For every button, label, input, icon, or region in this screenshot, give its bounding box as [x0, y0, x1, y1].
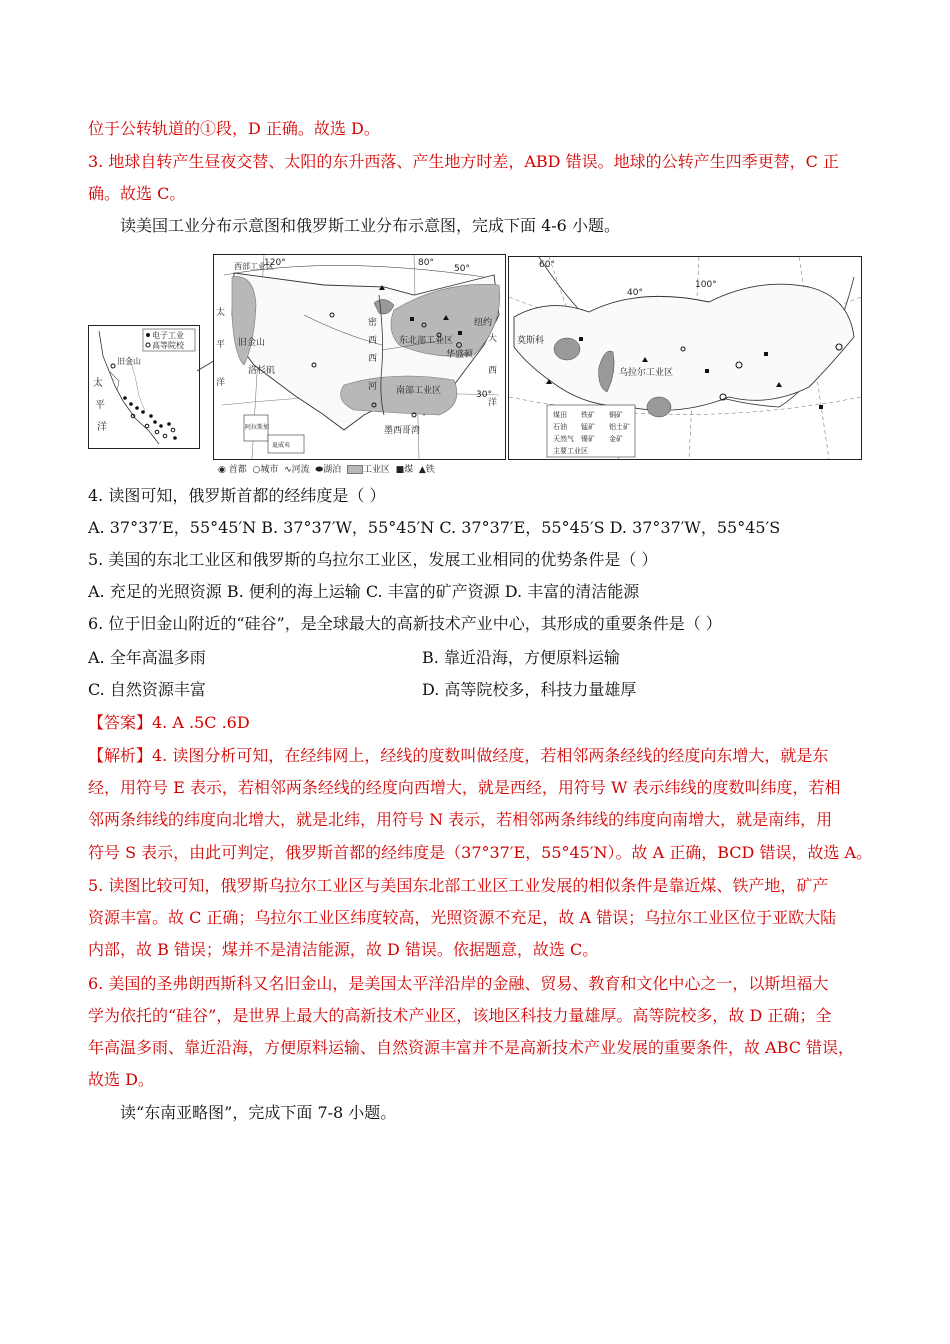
ru-legend-gold: 金矿: [609, 435, 623, 443]
explanation-line-4: 符号 S 表示，由此可判定，俄罗斯首都的经纬度是（37°37′E，55°45′N）。故 A 正确，BCD 错误，故选 A。: [88, 843, 873, 862]
us-label-newyork: 纽约: [474, 318, 493, 328]
us-label-80: 80°: [418, 258, 434, 268]
question-5-options: A. 充足的光照资源 B. 便利的海上运输 C. 丰富的矿产资源 D. 丰富的清洁能源: [88, 582, 640, 601]
russia-industry-map: [508, 256, 862, 460]
ru-legend-oil: 石油: [553, 423, 567, 431]
us-label-50: 50°: [454, 264, 470, 274]
us-label-alaska: 阿拉斯加: [245, 424, 270, 431]
explanation-line-11: 故选 D。: [88, 1070, 154, 1089]
us-label-he: 河: [368, 382, 378, 392]
ru-legend-industrial: 主要工业区: [553, 447, 588, 455]
explanation-line-9: 学为依托的“硅谷”，是世界上最大的高新技术产业区，该地区科技力量雄厚。高等院校多，故 D 正确；全: [88, 1006, 832, 1025]
ru-label-60: 60°: [539, 260, 555, 270]
ru-label-ural: 乌拉尔工业区: [619, 368, 674, 378]
us-label-120: 120°: [264, 258, 286, 268]
explanation-line-8: 6. 美国的圣弗朗西斯科又名旧金山，是美国太平洋沿岸的金融、贸易、教育和文化中心之一，以斯坦福大: [88, 974, 829, 993]
legend-iron: 铁: [425, 465, 435, 475]
inset-legend-universities: 高等院校: [152, 341, 184, 350]
legend-industry-icon: [347, 465, 363, 474]
text-line-1: 位于公转轨道的①段，D 正确。故选 D。: [88, 119, 380, 138]
question-5: 5. 美国的东北工业区和俄罗斯的乌拉尔工业区，发展工业相同的优势条件是（ ）: [88, 550, 658, 569]
legend-capital-icon: ◉: [218, 465, 226, 475]
inset-legend-electronics: 电子工业: [152, 331, 184, 340]
us-label-sanfrancisco: 旧金山: [238, 338, 266, 348]
us-label-west: 西部工业区: [234, 262, 274, 271]
inset-label-sanfrancisco: 旧金山: [117, 357, 141, 366]
ru-legend-nickel: 镍矿: [581, 435, 595, 443]
legend-iron-icon: ▲: [418, 465, 426, 475]
question-6: 6. 位于旧金山附近的“硅谷”，是全球最大的高新技术产业中心，其形成的重要条件是（ ）: [88, 614, 722, 633]
ru-legend-manganese: 锰矿: [581, 423, 595, 431]
answer-line: 【答案】4. A .5C .6D: [88, 713, 250, 732]
us-label-yang2: 洋: [488, 398, 498, 408]
us-label-tai: 太: [216, 308, 226, 318]
explanation-line-10: 年高温多雨、靠近沿海，方便原料运输、自然资源丰富并不是高新技术产业发展的重要条件，故 ABC 错误，: [88, 1038, 855, 1057]
explanation-line-3: 邻两条纬线的纬度向北增大，就是北纬，用符号 N 表示，若相邻两条纬线的纬度向南增大，就是南纬，用: [88, 810, 833, 829]
question-6-option-a: A. 全年高温多雨: [88, 648, 206, 667]
explanation-line-6: 资源丰富。故 C 正确；乌拉尔工业区纬度较高，光照资源不充足，故 A 错误；乌拉尔工业区位于亚欧大陆: [88, 908, 837, 927]
inset-label-tai: 太: [93, 378, 103, 389]
us-label-ping: 平: [216, 340, 226, 350]
question-6-option-b: B. 靠近沿海，方便原料运输: [422, 648, 620, 667]
legend-coal: 煤: [404, 465, 414, 475]
legend-lake-icon: ⬬: [315, 465, 324, 475]
inset-label-ping: 平: [95, 400, 105, 411]
us-label-30: 30°: [476, 390, 492, 400]
legend-city: 城市: [260, 465, 279, 475]
ru-label-100: 100°: [695, 280, 717, 290]
inset-map: [88, 325, 200, 449]
us-label-losangeles: 洛杉矶: [248, 366, 276, 376]
text-line-3: 确。故选 C。: [88, 184, 186, 203]
question-4-options: A. 37°37′E，55°45′N B. 37°37′W，55°45′N C. 37°37′E，55°45′S D. 37°37′W，55°45′S: [88, 518, 781, 537]
legend-industry: 工业区: [362, 465, 390, 475]
us-label-washington: 华盛顿: [446, 350, 474, 360]
question-6-option-c: C. 自然资源丰富: [88, 680, 206, 699]
ru-legend-iron: 铁矿: [581, 411, 595, 419]
us-label-xi2: 西: [368, 354, 378, 364]
us-label-northeast: 东北部工业区: [399, 336, 454, 346]
us-industry-map: [213, 254, 506, 460]
us-label-mi: 密: [368, 318, 378, 328]
legend-river-icon: ∿: [284, 465, 292, 475]
us-label-da: 大: [488, 334, 498, 344]
inset-label-yang: 洋: [97, 422, 107, 433]
us-label-yang: 洋: [216, 378, 226, 388]
text-line-2: 3. 地球自转产生昼夜交替、太阳的东升西落、产生地方时差，ABD 错误。地球的公转产生四季更替，C 正: [88, 152, 839, 171]
explanation-line-1: 【解析】4. 读图分析可知，在经纬网上，经线的度数叫做经度，若相邻两条经线的经度向东增大，就是东: [88, 746, 829, 765]
legend-river: 河流: [291, 465, 310, 475]
us-label-hawaii: 夏威夷: [272, 442, 291, 449]
ru-legend-coal: 煤田: [553, 411, 567, 419]
question-4: 4. 读图可知，俄罗斯首都的经纬度是（ ）: [88, 486, 386, 505]
us-label-xi: 西: [368, 336, 378, 346]
us-label-south: 南部工业区: [396, 386, 442, 396]
question-intro: 读美国工业分布示意图和俄罗斯工业分布示意图，完成下面 4-6 小题。: [120, 216, 620, 235]
ru-label-40: 40°: [627, 288, 643, 298]
us-label-xi3: 西: [488, 366, 498, 376]
ru-legend-copper: 铜矿: [609, 411, 623, 419]
legend-city-icon: ○: [252, 465, 261, 475]
legend-capital: 首都: [228, 465, 247, 475]
explanation-line-2: 经，用符号 E 表示，若相邻两条经线的经度向西增大，就是西经，用符号 W 表示纬线的度数叫纬度，若相: [88, 778, 841, 797]
next-question-intro: 读“东南亚略图”，完成下面 7-8 小题。: [120, 1103, 397, 1122]
ru-legend-gas: 天然气: [553, 435, 574, 443]
explanation-line-7: 内部，故 B 错误；煤并不是清洁能源，故 D 错误。依据题意，故选 C。: [88, 940, 599, 959]
ru-label-moscow: 莫斯科: [517, 336, 545, 346]
legend-lake: 湖泊: [323, 465, 342, 475]
us-map-legend: [218, 462, 498, 475]
legend-coal-icon: ■: [395, 465, 405, 475]
us-label-gulf: 墨西哥湾: [384, 426, 421, 436]
explanation-line-5: 5. 读图比较可知，俄罗斯乌拉尔工业区与美国东北部工业区工业发展的相似条件是靠近煤、铁产地，矿产: [88, 876, 829, 895]
question-6-option-d: D. 高等院校多，科技力量雄厚: [422, 680, 637, 699]
ru-legend-bauxite: 铝土矿: [609, 423, 630, 431]
